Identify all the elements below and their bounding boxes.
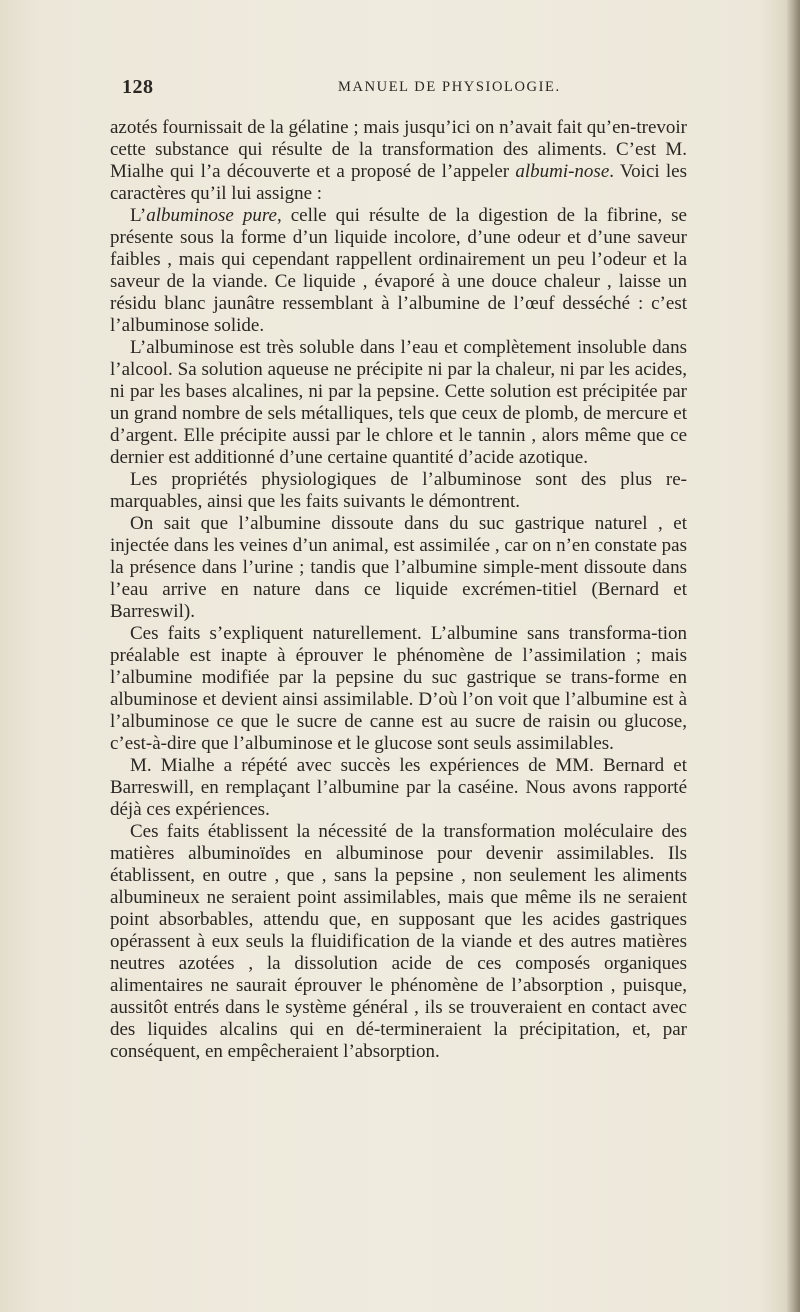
- paragraph-5: On sait que l’albumine dissoute dans du suc gastrique naturel , et injectée dans les veines d’un animal, est assimilée , car on n’en constate pas la présence dans l’urine ; tandis que l’albumine simple-ment dissoute dans l’eau arrive en nature dans ce liquide excrémen-titiel (Bernard et Barreswil).: [110, 513, 687, 622]
- paragraph-3: L’albuminose est très soluble dans l’eau et complètement insoluble dans l’alcool. Sa solution aqueuse ne précipite ni par la chaleur, ni par les acides, ni par les bases alcalines, ni par la pepsine. Cette solution est précipitée par un grand nombre de sels métalliques, tels que ceux de plomb, de mercure et d’argent. Elle précipite aussi par le chlore et le tannin , alors même que ce dernier est additionné d’une certaine quantité d’acide azotique.: [110, 337, 687, 468]
- emphasis-term: albumi-nose: [515, 161, 610, 182]
- running-title: MANUEL DE PHYSIOLOGIE.: [338, 79, 561, 95]
- paragraph-text: , celle qui résulte de la digestion de la fibrine, se présente sous la forme d’un liquide incolore, d’une odeur et d’une saveur faibles , mais qui cependant rappellent ordinairement un peu l’odeur et la saveur de la viande. Ce liquide , évaporé à une douce chaleur , laisse un résidu blanc jaunâtre ressemblant à l’albumine de l’œuf desséché : c’est l’albuminose solide.: [110, 205, 687, 336]
- paragraph-7: M. Mialhe a répété avec succès les expériences de MM. Bernard et Barreswill, en remplaçant l’albumine par la caséine. Nous avons rapporté déjà ces expériences.: [110, 755, 687, 820]
- page-spine-shadow: [786, 0, 800, 1312]
- body-text: [110, 117, 687, 1063]
- paragraph-6: Ces faits s’expliquent naturellement. L’albumine sans transforma-tion préalable est inapte à éprouver le phénomène de l’assimilation ; mais l’albumine modifiée par la pepsine du suc gastrique se trans-forme en albuminose et devient ainsi assimilable. D’où l’on voit que l’albumine est à l’albuminose ce que le sucre de canne est au sucre de raisin ou glucose, c’est-à-dire que l’albuminose et le glucose sont seuls assimilables.: [110, 623, 687, 754]
- paragraph-text: azotés fournissait de la gélatine ; mais jusqu’ici on n’avait fait qu’en-trevoir cette substance qui résulte de la transformation des aliments. C’est M. Mialhe qui l’a découverte et a proposé de l’appeler: [110, 117, 687, 182]
- paragraph-1: [110, 117, 687, 205]
- paragraph-4: Les propriétés physiologiques de l’albuminose sont des plus re-marquables, ainsi que les faits suivants le démontrent.: [110, 469, 687, 512]
- paragraph-text: . Voici les caractères qu’il lui assigne :: [110, 161, 688, 204]
- emphasis-term: albuminose pure: [146, 205, 277, 226]
- page-header: [122, 76, 684, 104]
- paragraph-8: Ces faits établissent la nécessité de la transformation moléculaire des matières albuminoïdes en albuminose pour devenir assimilables. Ils établissent, en outre , que , sans la pepsine , non seulement les aliments albumineux ne seraient point assimilables, mais que même ils ne seraient point absorbables, attendu que, en supposant que les acides gastriques opérassent à eux seuls la fluidification de la viande et des autres matières neutres azotées , la dissolution acide de ces composés organiques alimentaires ne saurait éprouver le phénomène de l’absorption , puisque, aussitôt entrés dans le système général , ils se trouveraient en contact avec des liquides alcalins qui en dé-termineraient la précipitation, et, par conséquent, en empêcheraient l’absorption.: [110, 821, 687, 1062]
- paragraph-2: [110, 205, 687, 337]
- paragraph-text: L’: [130, 205, 147, 226]
- page-number: 128: [122, 76, 154, 98]
